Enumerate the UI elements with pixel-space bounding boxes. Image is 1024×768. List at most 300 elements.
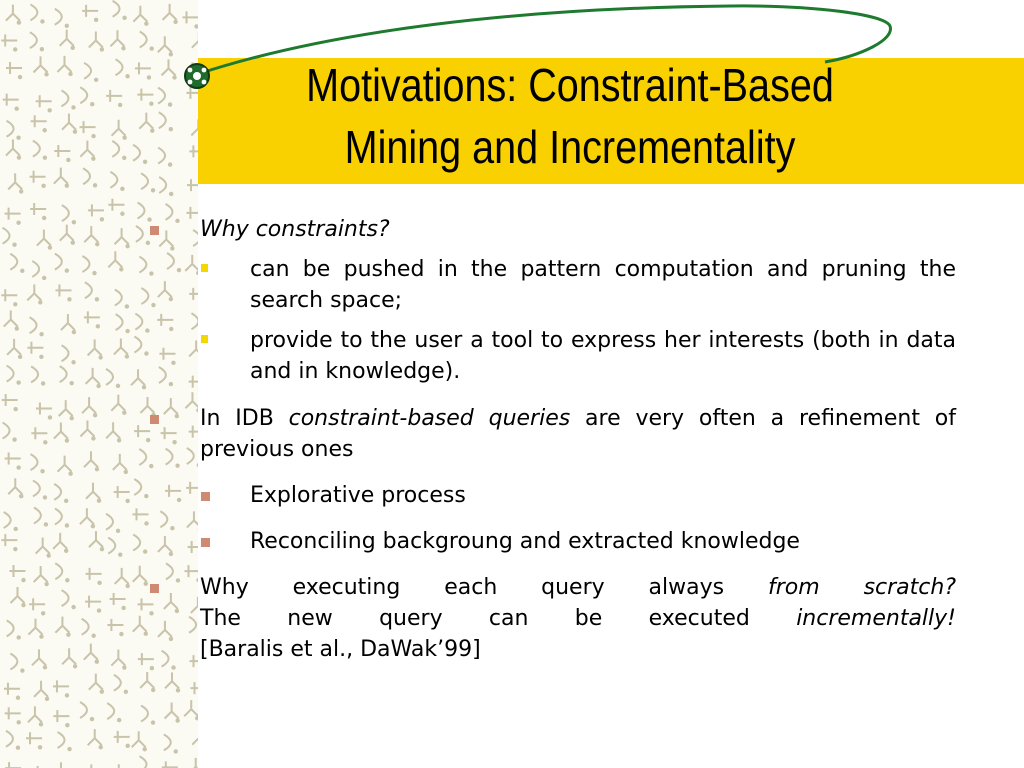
pattern-dot	[122, 16, 126, 20]
pattern-stroke	[2, 394, 18, 406]
pattern-stroke	[53, 533, 67, 549]
pattern-dot	[44, 522, 48, 526]
pattern-stroke	[54, 762, 68, 768]
pattern-stroke	[82, 619, 89, 635]
pattern-stroke	[189, 145, 198, 157]
pattern-dot	[122, 135, 126, 139]
pattern-dot	[144, 521, 148, 525]
pattern-dot	[20, 668, 24, 672]
pattern-stroke	[54, 423, 68, 439]
pattern-dot	[65, 693, 69, 697]
pattern-dot	[65, 24, 69, 28]
pattern-dot	[125, 304, 129, 308]
pattern-stroke	[141, 288, 148, 304]
pattern-stroke	[54, 484, 61, 500]
pattern-stroke	[4, 311, 18, 327]
pattern-dot	[18, 355, 22, 359]
sub-bullet-user-tool	[150, 325, 956, 387]
pattern-stroke	[80, 121, 96, 133]
pattern-dot	[91, 524, 95, 528]
pattern-stroke	[6, 731, 13, 747]
pattern-stroke	[108, 538, 115, 554]
pattern-dot	[69, 381, 73, 385]
pattern-stroke	[136, 226, 143, 242]
pattern-dot	[121, 606, 125, 610]
pattern-dot	[150, 666, 154, 670]
pattern-dot	[65, 183, 69, 187]
pattern-stroke	[8, 173, 22, 189]
pattern-dot	[43, 665, 47, 669]
pattern-stroke	[86, 368, 100, 384]
pattern-stroke	[7, 366, 14, 382]
bullet-text: Why constraints?	[200, 217, 390, 242]
pattern-stroke	[53, 680, 69, 692]
pattern-stroke	[30, 4, 37, 20]
pattern-dot	[18, 75, 22, 79]
pattern-dot	[42, 216, 46, 220]
pattern-stroke	[135, 314, 142, 330]
slide-title-line-2: Mining and Incrementality	[344, 121, 796, 173]
pattern-stroke	[185, 62, 198, 78]
pattern-dot	[168, 162, 172, 166]
pattern-stroke	[115, 228, 129, 244]
pattern-dot	[41, 611, 45, 615]
pattern-dot	[116, 529, 120, 533]
pattern-dot	[99, 745, 103, 749]
pattern-stroke	[82, 397, 96, 413]
pattern-stroke	[31, 366, 38, 382]
pattern-stroke	[55, 563, 62, 579]
pattern-stroke	[132, 731, 146, 747]
pattern-dot	[144, 494, 148, 498]
pattern-stroke	[60, 30, 74, 46]
square-bullet-icon	[201, 335, 208, 343]
pattern-dot	[142, 385, 146, 389]
pattern-dot	[16, 380, 20, 384]
pattern-dot	[71, 105, 75, 109]
pattern-dot	[97, 498, 101, 502]
pattern-dot	[71, 605, 75, 609]
pattern-stroke	[55, 508, 62, 524]
pattern-stroke	[83, 256, 90, 272]
pattern-dot	[125, 499, 129, 503]
bullet-text-post: are very often a refinement of previous ones	[200, 406, 956, 462]
pattern-stroke	[80, 702, 87, 718]
pattern-stroke	[84, 644, 98, 660]
pattern-stroke	[31, 427, 47, 439]
pattern-stroke	[108, 251, 122, 267]
pattern-stroke	[112, 120, 126, 136]
pattern-stroke	[61, 314, 75, 330]
pattern-dot	[126, 744, 130, 748]
pattern-stroke	[112, 141, 119, 157]
pattern-stroke	[187, 179, 198, 191]
pattern-stroke	[80, 508, 94, 524]
sub-bullet-reconciling	[150, 526, 956, 557]
pattern-stroke	[85, 282, 92, 298]
pattern-stroke	[139, 257, 146, 273]
slide-title-line-1: Motivations: Constraint-Based	[306, 59, 834, 111]
pattern-dot	[39, 332, 43, 336]
pattern-stroke	[28, 619, 42, 635]
pattern-dot	[194, 24, 198, 28]
pattern-stroke	[34, 56, 48, 72]
pattern-stroke	[162, 761, 178, 768]
pattern-stroke	[106, 422, 120, 438]
pattern-stroke	[5, 208, 21, 220]
pattern-stroke	[165, 703, 179, 719]
pattern-stroke	[55, 254, 62, 270]
pattern-stroke	[60, 225, 74, 241]
square-bullet-icon	[201, 538, 210, 547]
bullet-line-2	[200, 603, 956, 634]
pattern-dot	[100, 47, 104, 51]
pattern-dot	[125, 244, 129, 248]
pattern-stroke	[116, 314, 123, 330]
pattern-stroke	[7, 339, 21, 355]
pattern-dot	[151, 720, 155, 724]
pattern-dot	[147, 75, 151, 79]
pattern-stroke	[36, 95, 52, 107]
pattern-stroke	[107, 619, 123, 631]
pattern-stroke	[10, 254, 17, 270]
pattern-stroke	[162, 59, 176, 75]
pattern-dot	[195, 716, 198, 720]
pattern-stroke	[31, 454, 38, 470]
pattern-stroke	[134, 425, 150, 437]
pattern-dot	[40, 469, 44, 473]
pattern-dot	[122, 411, 126, 415]
pattern-stroke	[133, 6, 147, 22]
pattern-dot	[116, 384, 120, 388]
pattern-stroke	[111, 395, 125, 411]
bullet-text-pre: In IDB	[200, 406, 289, 431]
pattern-stroke	[113, 454, 127, 470]
pattern-dot	[43, 440, 47, 444]
pattern-dot	[19, 494, 23, 498]
pattern-stroke	[58, 732, 65, 748]
pattern-dot	[151, 688, 155, 692]
pattern-stroke	[30, 171, 46, 183]
bullet-text-emphasis: incrementally!	[796, 606, 956, 631]
pattern-stroke	[88, 204, 104, 216]
pattern-dot	[117, 718, 121, 722]
pattern-dot	[95, 242, 99, 246]
pattern-stroke	[140, 672, 154, 688]
pattern-dot	[91, 156, 95, 160]
slide-body	[150, 214, 956, 665]
pattern-stroke	[114, 675, 121, 691]
bullet-text-pre: The new query can be executed	[200, 606, 797, 631]
bullet-text-emphasis: from scratch?	[768, 575, 956, 600]
pattern-dot	[68, 471, 72, 475]
pattern-stroke	[3, 94, 19, 106]
pattern-dot	[14, 527, 18, 531]
pattern-stroke	[61, 90, 68, 106]
pattern-dot	[12, 242, 16, 246]
pattern-dot	[13, 407, 17, 411]
pattern-dot	[48, 415, 52, 419]
pattern-stroke	[28, 706, 42, 722]
pattern-dot	[95, 467, 99, 471]
pattern-stroke	[88, 729, 102, 745]
pattern-stroke	[54, 168, 68, 184]
pattern-dot	[143, 160, 147, 164]
pattern-stroke	[60, 366, 67, 382]
pattern-stroke	[3, 423, 10, 439]
pattern-stroke	[165, 672, 179, 688]
pattern-dot	[122, 665, 126, 669]
pattern-dot	[15, 106, 19, 110]
pattern-stroke	[84, 63, 91, 79]
pattern-stroke	[36, 402, 52, 414]
pattern-dot	[169, 127, 173, 131]
pattern-dot	[119, 267, 123, 271]
pattern-dot	[100, 547, 104, 551]
pattern-stroke	[111, 650, 125, 666]
pattern-dot	[93, 183, 97, 187]
pattern-stroke	[58, 456, 72, 472]
pattern-stroke	[163, 4, 177, 20]
pattern-dot	[95, 297, 99, 301]
pattern-stroke	[10, 654, 17, 670]
pattern-stroke	[159, 177, 166, 193]
pattern-stroke	[33, 480, 40, 496]
pattern-stroke	[110, 593, 126, 605]
pattern-dot	[12, 437, 16, 441]
pattern-stroke	[115, 568, 129, 584]
pattern-stroke	[116, 59, 123, 75]
pattern-stroke	[158, 36, 172, 52]
pattern-dot	[64, 549, 68, 553]
pattern-stroke	[108, 199, 124, 211]
pattern-stroke	[159, 112, 166, 128]
pattern-dot	[145, 328, 149, 332]
pattern-dot	[71, 240, 75, 244]
pattern-stroke	[32, 649, 46, 665]
pattern-dot	[72, 220, 76, 224]
pattern-stroke	[133, 535, 140, 551]
pattern-stroke	[86, 483, 100, 499]
pattern-stroke	[1, 534, 17, 546]
pattern-stroke	[137, 89, 153, 101]
pattern-dot	[39, 722, 43, 726]
pattern-stroke	[5, 453, 21, 465]
pattern-stroke	[141, 706, 148, 722]
pattern-stroke	[62, 590, 69, 606]
pattern-dot	[120, 187, 124, 191]
pattern-dot	[20, 269, 24, 273]
pattern-stroke	[84, 311, 100, 323]
pattern-stroke	[164, 734, 171, 750]
pattern-stroke	[30, 32, 37, 48]
pattern-dot	[150, 46, 154, 50]
pattern-stroke	[84, 451, 98, 467]
pattern-dot	[120, 212, 124, 216]
bullet-text: can be pushed in the pattern computation and pruning the search space;	[250, 257, 956, 313]
pattern-dot	[45, 697, 49, 701]
pattern-stroke	[27, 342, 43, 354]
pattern-stroke	[158, 88, 165, 104]
pattern-stroke	[80, 87, 87, 103]
pattern-dot	[16, 746, 20, 750]
pattern-dot	[142, 747, 146, 751]
pattern-dot	[65, 523, 69, 527]
pattern-stroke	[1, 34, 17, 46]
pattern-stroke	[133, 145, 140, 161]
bullet-idb-queries	[150, 403, 956, 465]
pattern-dot	[13, 547, 17, 551]
pattern-stroke	[58, 56, 72, 72]
pattern-dot	[149, 101, 153, 105]
square-bullet-icon	[201, 492, 210, 501]
pattern-stroke	[84, 226, 98, 242]
pattern-stroke	[53, 710, 69, 722]
pattern-dot	[91, 436, 95, 440]
pattern-stroke	[30, 317, 37, 333]
pattern-dot	[73, 129, 77, 133]
pattern-dot	[97, 608, 101, 612]
pattern-stroke	[89, 674, 103, 690]
sub-bullet-explorative	[150, 480, 956, 511]
pattern-dot	[91, 134, 95, 138]
pattern-dot	[13, 47, 17, 51]
pattern-dot	[97, 581, 101, 585]
pattern-dot	[92, 271, 96, 275]
pattern-stroke	[7, 121, 14, 137]
pattern-stroke	[5, 762, 21, 768]
pattern-stroke	[191, 119, 198, 135]
pattern-dot	[172, 75, 176, 79]
pattern-dot	[65, 268, 69, 272]
square-bullet-icon	[150, 415, 159, 424]
pattern-dot	[125, 329, 129, 333]
pattern-stroke	[134, 337, 141, 353]
pattern-stroke	[9, 565, 25, 577]
pattern-stroke	[190, 682, 198, 694]
pattern-dot	[17, 20, 21, 24]
pattern-dot	[40, 47, 44, 51]
pattern-dot	[72, 330, 76, 334]
pattern-dot	[16, 635, 20, 639]
pattern-stroke	[6, 140, 20, 156]
pattern-dot	[125, 354, 129, 358]
pattern-dot	[44, 72, 48, 76]
pattern-stroke	[184, 700, 198, 716]
pattern-dot	[144, 22, 148, 26]
pattern-stroke	[139, 113, 153, 129]
pattern-stroke	[30, 203, 46, 215]
bullet-text-pre: Why executing each query always	[200, 575, 768, 600]
sub-bullet-pushed	[150, 254, 956, 316]
pattern-stroke	[31, 115, 47, 127]
pattern-stroke	[83, 168, 90, 184]
pattern-dot	[65, 438, 69, 442]
pattern-dot	[16, 465, 20, 469]
pattern-stroke	[138, 203, 145, 219]
pattern-stroke	[85, 596, 101, 608]
pattern-dot	[65, 723, 69, 727]
pattern-dot	[16, 136, 20, 140]
pattern-dot	[41, 381, 45, 385]
pattern-stroke	[34, 566, 48, 582]
bullet-text: provide to the user a tool to express her interests (both in data and in knowledge).	[250, 328, 956, 384]
pattern-stroke	[7, 620, 14, 636]
pattern-dot	[168, 102, 172, 106]
square-bullet-icon	[150, 226, 159, 235]
pattern-stroke	[139, 449, 146, 465]
pattern-stroke	[110, 30, 124, 46]
pattern-stroke	[133, 616, 147, 632]
pattern-dot	[21, 603, 25, 607]
pattern-stroke	[80, 141, 94, 157]
pattern-dot	[38, 745, 42, 749]
pattern-dot	[171, 665, 175, 669]
pattern-stroke	[5, 707, 21, 719]
pattern-dot	[90, 102, 94, 106]
bullet-line-3: [Baralis et al., DaWak’99]	[200, 637, 481, 662]
pattern-dot	[38, 300, 42, 304]
pattern-dot	[66, 158, 70, 162]
pattern-dot	[64, 499, 68, 503]
pattern-stroke	[80, 420, 94, 436]
pattern-stroke	[140, 756, 147, 768]
pattern-stroke	[33, 141, 40, 157]
pattern-stroke	[6, 5, 20, 21]
pattern-stroke	[186, 87, 198, 99]
pattern-dot	[100, 689, 104, 693]
pattern-dot	[121, 46, 125, 50]
pattern-stroke	[37, 230, 51, 246]
pattern-stroke	[4, 683, 20, 695]
pattern-dot	[15, 326, 19, 330]
pattern-dot	[47, 108, 51, 112]
pattern-dot	[42, 276, 46, 280]
pattern-dot	[16, 696, 20, 700]
pattern-dot	[144, 582, 148, 586]
pattern-stroke	[62, 114, 76, 130]
pattern-dot	[39, 355, 43, 359]
pattern-stroke	[106, 514, 113, 530]
pattern-stroke	[36, 538, 50, 554]
pattern-stroke	[55, 9, 62, 25]
pattern-dot	[91, 634, 95, 638]
pattern-dot	[65, 578, 69, 582]
pattern-stroke	[26, 732, 42, 744]
pattern-stroke	[140, 32, 147, 48]
pattern-dot	[118, 552, 122, 556]
pattern-dot	[169, 52, 173, 56]
pattern-dot	[144, 351, 148, 355]
pattern-stroke	[87, 764, 103, 768]
pattern-stroke	[183, 11, 198, 23]
pattern-dot	[119, 632, 123, 636]
pattern-dot	[71, 46, 75, 50]
pattern-dot	[21, 578, 25, 582]
pattern-stroke	[82, 5, 98, 17]
pattern-stroke	[62, 205, 69, 221]
pattern-stroke	[32, 261, 39, 277]
pattern-stroke	[133, 566, 147, 582]
pattern-stroke	[86, 568, 102, 580]
square-bullet-icon	[201, 264, 208, 272]
pattern-stroke	[89, 31, 103, 47]
pattern-dot	[42, 128, 46, 132]
pattern-stroke	[89, 531, 103, 547]
pattern-dot	[44, 582, 48, 586]
pattern-stroke	[132, 508, 148, 520]
pattern-dot	[175, 718, 179, 722]
